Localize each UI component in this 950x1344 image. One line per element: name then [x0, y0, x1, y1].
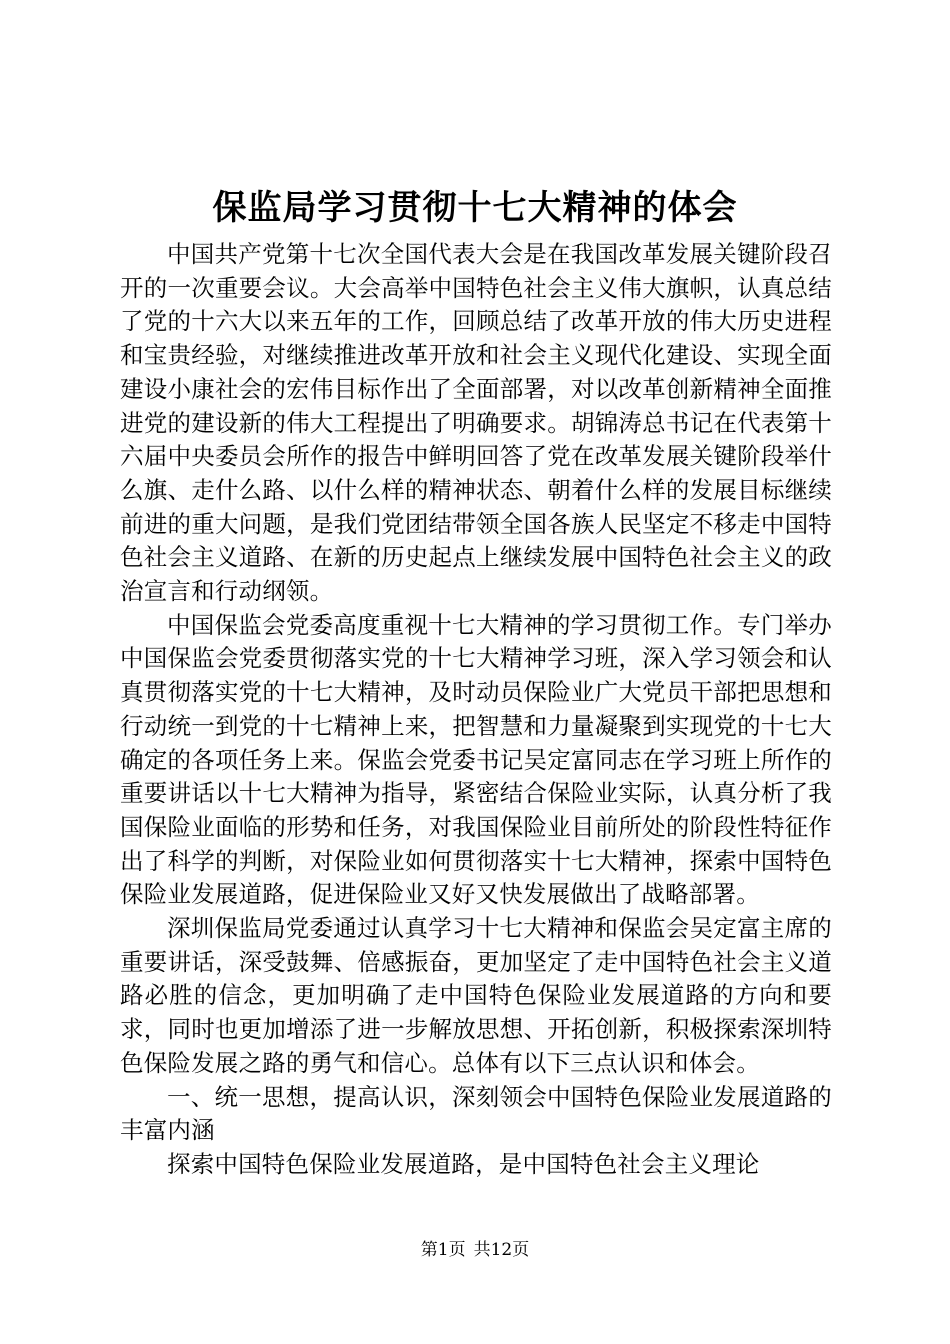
- paragraph-3: 深圳保监局党委通过认真学习十七大精神和保监会吴定富主席的重要讲话，深受鼓舞、倍感振奋，更加坚定了走中国特色社会主义道路必胜的信念，更加明确了走中国特色保险业发展道路的方向和要求，同时也更加增添了进一步解放思想、开拓创新，积极探索深圳特色保险发展之路的勇气和信心。总体有以下三点认识和体会。: [120, 914, 832, 1077]
- document-title: 保监局学习贯彻十七大精神的体会: [212, 188, 738, 228]
- page-footer: [0, 1238, 950, 1262]
- paragraph-1: 中国共产党第十七次全国代表大会是在我国改革发展关键阶段召开的一次重要会议。大会高举中国特色社会主义伟大旗帜，认真总结了党的十六大以来五年的工作，回顾总结了改革开放的伟大历史进程和宝贵经验，对继续推进改革开放和社会主义现代化建设、实现全面建设小康社会的宏伟目标作出了全面部署，对以改革创新精神全面推进党的建设新的伟大工程提出了明确要求。胡锦涛总书记在代表第十六届中央委员会所作的报告中鲜明回答了党在改革发展关键阶段举什么旗、走什么路、以什么样的精神状态、朝着什么样的发展目标继续前进的重大问题，是我们党团结带领全国各族人民坚定不移走中国特色社会主义道路、在新的历史起点上继续发展中国特色社会主义的政治宣言和行动纲领。: [120, 240, 832, 606]
- document-body: [120, 238, 832, 1182]
- page-number-current: 第1页: [420, 1240, 466, 1260]
- page-number-total: 共12页: [473, 1240, 530, 1260]
- paragraph-4: 探索中国特色保险业发展道路，是中国特色社会主义理论: [167, 1149, 760, 1178]
- section-heading-1: 一、统一思想，提高认识，深刻领会中国特色保险业发展道路的丰富内涵: [120, 1082, 832, 1145]
- paragraph-2: 中国保监会党委高度重视十七大精神的学习贯彻工作。专门举办中国保监会党委贯彻落实党的十七大精神学习班，深入学习领会和认真贯彻落实党的十七大精神，及时动员保险业广大党员干部把思想和行动统一到党的十七精神上来，把智慧和力量凝聚到实现党的十七大确定的各项任务上来。保监会党委书记吴定富同志在学习班上所作的重要讲话以十七大精神为指导，紧密结合保险业实际，认真分析了我国保险业面临的形势和任务，对我国保险业目前所处的阶段性特征作出了科学的判断，对保险业如何贯彻落实十七大精神，探索中国特色保险业发展道路，促进保险业又好又快发展做出了战略部署。: [120, 610, 832, 909]
